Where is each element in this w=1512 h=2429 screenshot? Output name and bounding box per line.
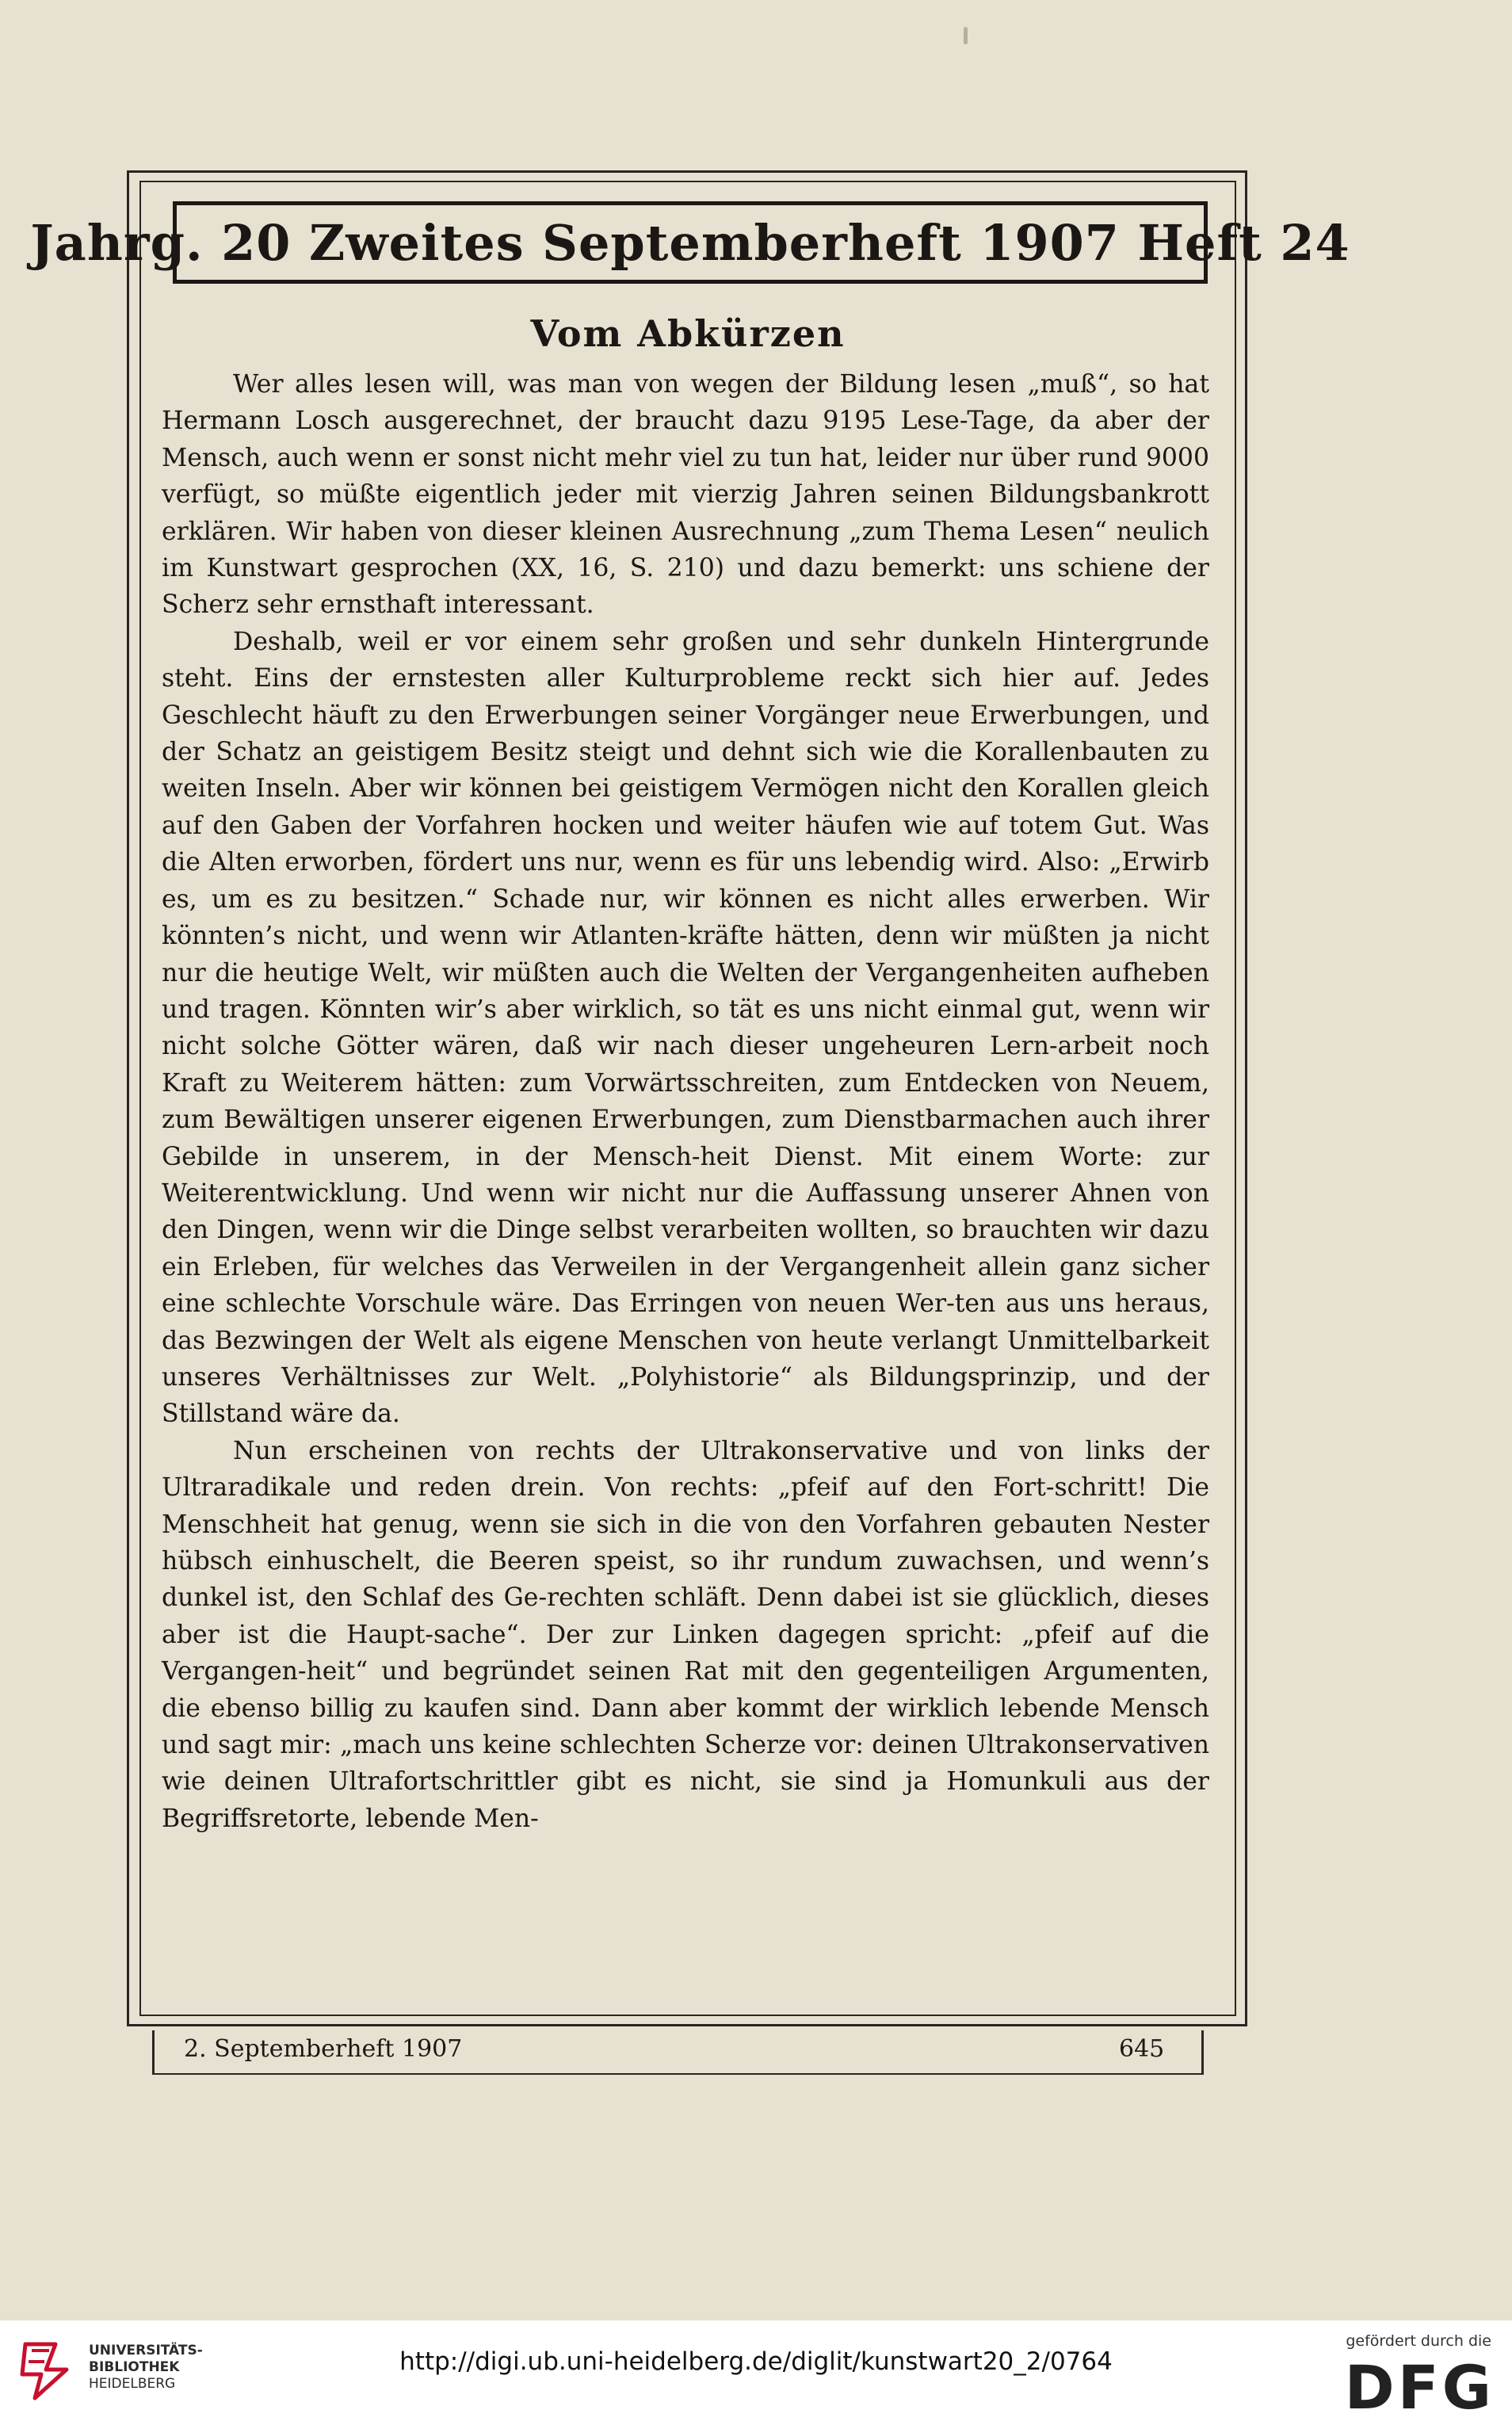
- paragraph-1: Wer alles lesen will, was man von wegen der Bildung lesen „muß“, so hat Hermann Losch ausgerechnet, der braucht dazu 9195 Lese-Tage, da aber der Mensch, auch wenn er sonst nicht mehr viel zu tun hat, leider nur über rund 9000 verfügt, so müßte eigentlich jeder mit vierzig Jahren seinen Bildungsbankrott erklären. Wir haben von dieser kleinen Ausrechnung „zum Thema Lesen“ neulich im Kunstwart gesprochen (XX, 16, S. 210) und dazu bemerkt: uns schiene der Scherz sehr ernsthaft interessant.: [162, 370, 1209, 620]
- footer-rule: [152, 2073, 1204, 2075]
- article-body: [162, 366, 1209, 1837]
- library-name-line: HEIDELBERG: [89, 2376, 176, 2392]
- footer-rule: [152, 2030, 155, 2075]
- paragraph-3: Nun erscheinen von rechts der Ultrakonservative und von links der Ultraradikale und reden drein. Von rechts: „pfeif auf den Fort-schritt! Die Menschheit hat genug, wenn sie sich in die von den Vorfahren gebauten Nester hübsch einhuschelt, die Beeren speist, so ihr rundum zuwachsen, und wenn’s dunkel ist, den Schlaf des Ge-rechten schläft. Denn dabei ist sie glücklich, dieses aber ist die Haupt-sache“. Der zur Linken dagegen spricht: „pfeif auf die Vergangen-heit“ und begründet seinen Rat mit den gegenteiligen Argumenten, die ebenso billig zu kaufen sind. Dann aber kommt der wirklich lebende Mensch und sagt mir: „mach uns keine schlechten Scherze vor: deinen Ultrakonservativen wie deinen Ultrafortschrittler gibt es nicht, sie sind ja Homunkuli aus der Begriffsretorte, lebende Men-: [162, 1436, 1209, 1833]
- issue-banner: [30, 201, 1350, 284]
- funding-label: gefördert durch die: [1346, 2332, 1491, 2350]
- issue-banner-text: Jahrg. 20 Zweites Septemberheft 1907 Heft 24: [30, 213, 1350, 272]
- page-number: 645: [1119, 2035, 1165, 2063]
- article-title: Vom Abkürzen: [530, 312, 846, 355]
- footer-issue: 2. Septemberheft 1907: [184, 2035, 463, 2063]
- library-name-line: UNIVERSITÄTS-: [89, 2343, 203, 2358]
- permalink[interactable]: http://digi.ub.uni-heidelberg.de/diglit/kunstwart20_2/0764: [399, 2347, 1113, 2376]
- paragraph-2: Deshalb, weil er vor einem sehr großen und sehr dunkeln Hintergrunde steht. Eins der ernstesten aller Kulturprobleme reckt sich hier auf. Jedes Geschlecht häuft zu den Erwerbungen seiner Vorgänger neue Erwerbungen, und der Schatz an geistigem Besitz steigt und dehnt sich wie die Korallenbauten zu weiten Inseln. Aber wir können bei geistigem Vermögen nicht den Korallen gleich auf den Gaben der Vorfahren hocken und weiter häufen wie auf totem Gut. Was die Alten erworben, fördert uns nur, wenn es für uns lebendig wird. Also: „Erwirb es, um es zu besitzen.“ Schade nur, wir können es nicht alles erwerben. Wir könnten’s nicht, und wenn wir Atlanten-kräfte hätten, denn wir müßten ja nicht nur die heutige Welt, wir müßten auch die Welten der Vergangenheiten aufheben und tragen. Könnten wir’s aber wirklich, so tät es uns nicht einmal gut, wenn wir nicht solche Götter wären, daß wir nach dieser ungeheuren Lern-arbeit noch Kraft zu Weiterem hätten: zum Vorwärtsschreiten, zum Entdecken von Neuem, zum Bewältigen unserer eigenen Erwerbungen, zum Dienstbarmachen auch ihrer Gebilde in unserem, in der Mensch-heit Dienst. Mit einem Worte: zur Weiterentwicklung. Und wenn wir nicht nur die Auffassung unserer Ahnen von den Dingen, wenn wir die Dinge selbst verarbeiten wollten, so brauchten wir dazu ein Erleben, für welches das Verweilen in der Vergangenheit allein ganz sicher eine schlechte Vorschule wäre. Das Erringen von neuen Wer-ten aus uns heraus, das Bezwingen der Welt als eigene Menschen von heute verlangt Unmittelbarkeit unseres Verhältnisses zur Welt. „Polyhistorie“ als Bildungsprinzip, und der Stillstand wäre da.: [162, 627, 1209, 1429]
- paper-blemish: [964, 27, 968, 44]
- footer-rule: [1201, 2030, 1204, 2075]
- library-name-line: BIBLIOTHEK: [89, 2359, 180, 2375]
- dfg-logo: DFG: [1344, 2352, 1495, 2423]
